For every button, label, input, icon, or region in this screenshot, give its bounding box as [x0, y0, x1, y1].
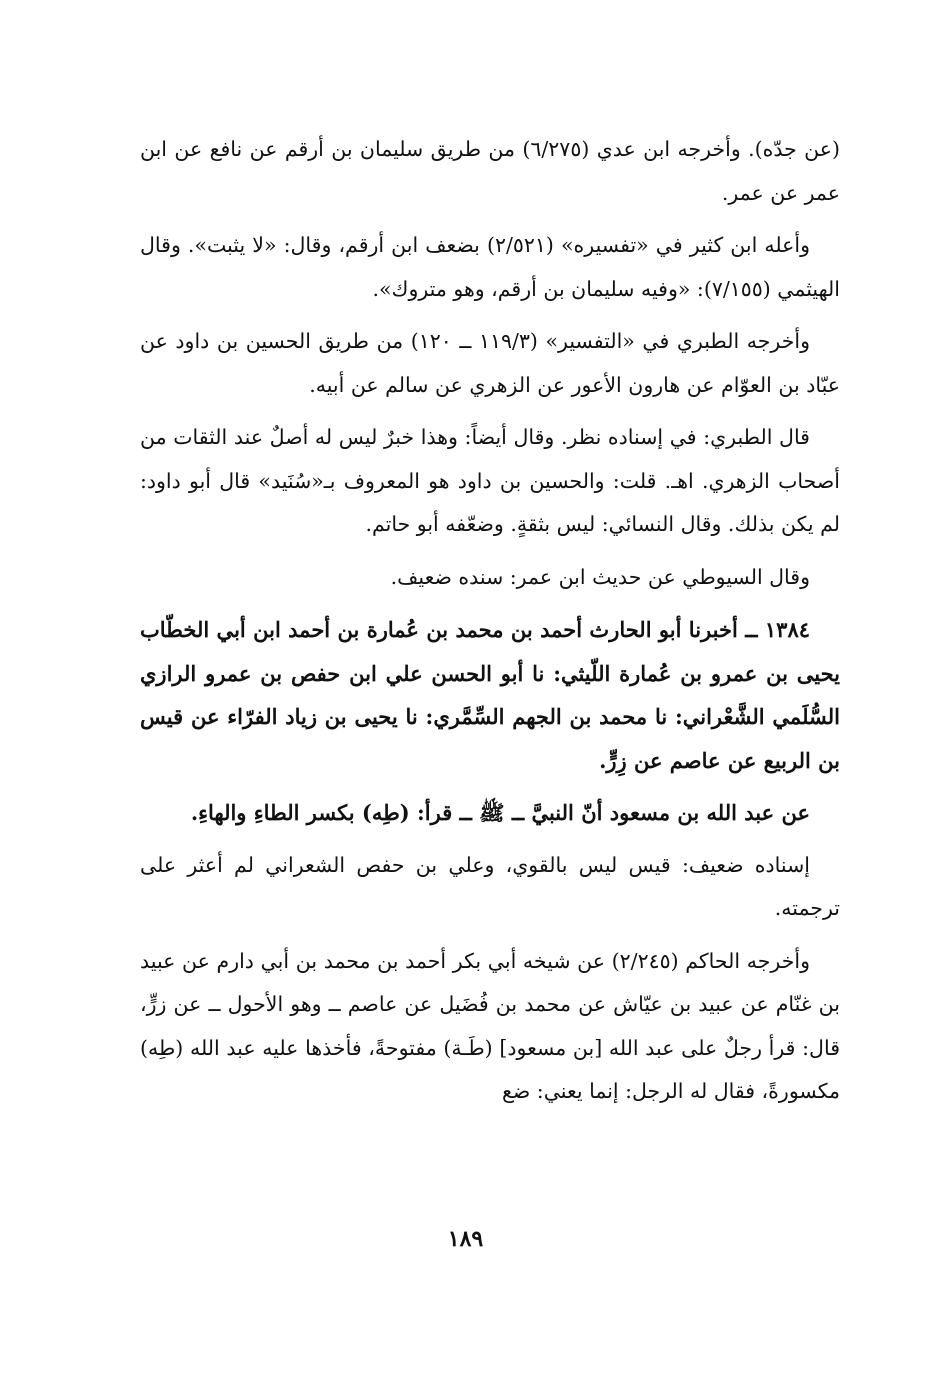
paragraph-7: وأخرجه الحاكم (٢/٢٤٥) عن شيخه أبي بكر أحمد بن محمد بن أبي دارم عن عبيد بن غنّام عن عبيد بن عيّاش عن محمد بن فُضَيل عن عاصم ــ وهو الأحول ــ عن زرٍّ، قال: قرأ رجلٌ على عبد الله [بن مسعود] (طَـة) مفتوحةً، فأخذها عليه عبد الله (طِه) مكسورةً، فقال له الرجل: إنما يعني: ضع [140, 948, 840, 1103]
page-body [140, 128, 840, 1123]
paragraph-3: وأخرجه الطبري في «التفسير» (١١٩/٣ ــ ١٢٠) من طريق الحسين بن داود عن عبّاد بن العوّام عن هارون الأعور عن الزهري عن سالم عن أبيه. [140, 329, 840, 397]
hadith-isnad-text: أخبرنا أبو الحارث أحمد بن محمد بن عُمارة بن أحمد ابن أبي الخطّاب يحيى بن عمرو بن عُمارة اللّيثي: نا أبو الحسن علي ابن حفص بن عمرو الرازي السُّلَمي الشَّعْراني: نا محمد بن الجهم السِّمَّري: نا يحيى بن زياد الفرّاء عن قيس بن الربيع عن عاصم عن زِرٍّ. [140, 617, 840, 773]
hadith-isnad [140, 608, 840, 782]
hadith-separator: ــ [745, 617, 758, 642]
hadith-matn: عن عبد الله بن مسعود أنّ النبيَّ ــ ﷺ ــ قرأ: (طِه) بكسر الطاءِ والهاءِ. [190, 800, 810, 825]
page-number: ١٨٩ [447, 1226, 484, 1252]
paragraph-5: وقال السيوطي عن حديث ابن عمر: سنده ضعيف. [390, 564, 810, 589]
paragraph-1: (عن جدّه). وأخرجه ابن عدي (٦/٢٧٥) من طريق سليمان بن أرقم عن نافع عن ابن عمر عن عمر. [140, 137, 841, 205]
hadith-number: ١٣٨٤ [764, 617, 811, 642]
paragraph-6: إسناده ضعيف: قيس ليس بالقوي، وعلي بن حفص الشعراني لم أعثر على ترجمته. [140, 852, 840, 920]
paragraph-2: وأعله ابن كثير في «تفسيره» (٢/٥٢١) بضعف ابن أرقم، وقال: «لا يثبت». وقال الهيثمي (٧/١٥٥): «وفيه سليمان بن أرقم، وهو متروك». [140, 233, 840, 301]
paragraph-4: قال الطبري: في إسناده نظر. وقال أيضاً: وهذا خبرٌ ليس له أصلٌ عند الثقات من أصحاب الزهري. اهـ. قلت: والحسين بن داود هو المعروف بـ«سُنَيد» قال أبو داود: لم يكن بذلك. وقال النسائي: ليس بثقةٍ. وضعّفه أبو حاتم. [140, 425, 840, 536]
